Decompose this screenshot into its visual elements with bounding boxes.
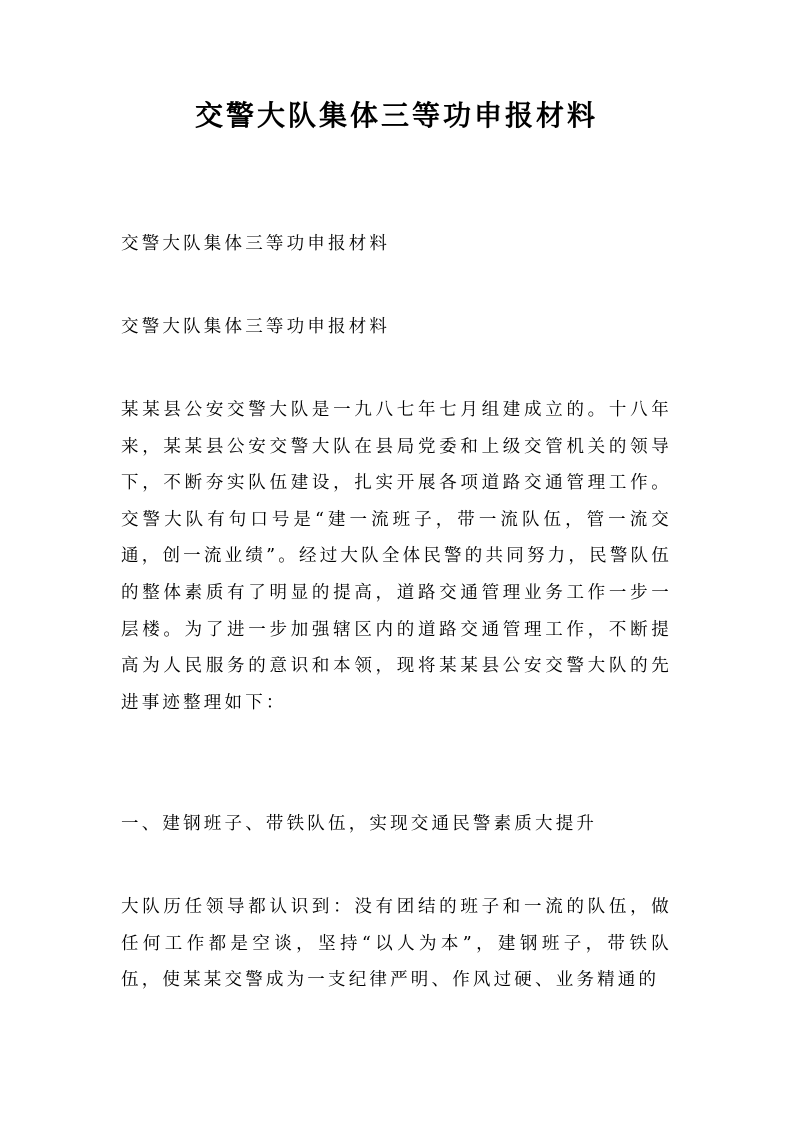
section-1-paragraph: 大队历任领导都认识到：没有团结的班子和一流的队伍，做任何工作都是空谈，坚持“以人为本”，建钢班子，带铁队伍，使某某交警成为一支纪律严明、作风过硬、业务精通的 [121, 897, 672, 991]
subtitle-line-1: 交警大队集体三等功申报材料 [121, 234, 391, 254]
intro-paragraph: 某某县公安交警大队是一九八七年七月组建成立的。十八年来，某某县公安交警大队在县局党委和上级交管机关的领导下，不断夯实队伍建设，扎实开展各项道路交通管理工作。交警大队有句口号是“建一流班子，带一流队伍，管一流交通，创一流业绩”。经过大队全体民警的共同努力，民警队伍的整体素质有了明显的提高，道路交通管理业务工作一步一层楼。为了进一步加强辖区内的道路交通管理工作，不断提高为人民服务的意识和本领，现将某某县公安交警大队的先进事迹整理如下： [121, 400, 672, 713]
section-heading-1: 一、建钢班子、带铁队伍，实现交通民警素质大提升 [121, 814, 598, 834]
subtitle-line-2: 交警大队集体三等功申报材料 [121, 317, 391, 337]
document-title: 交警大队集体三等功申报材料 [194, 99, 598, 132]
